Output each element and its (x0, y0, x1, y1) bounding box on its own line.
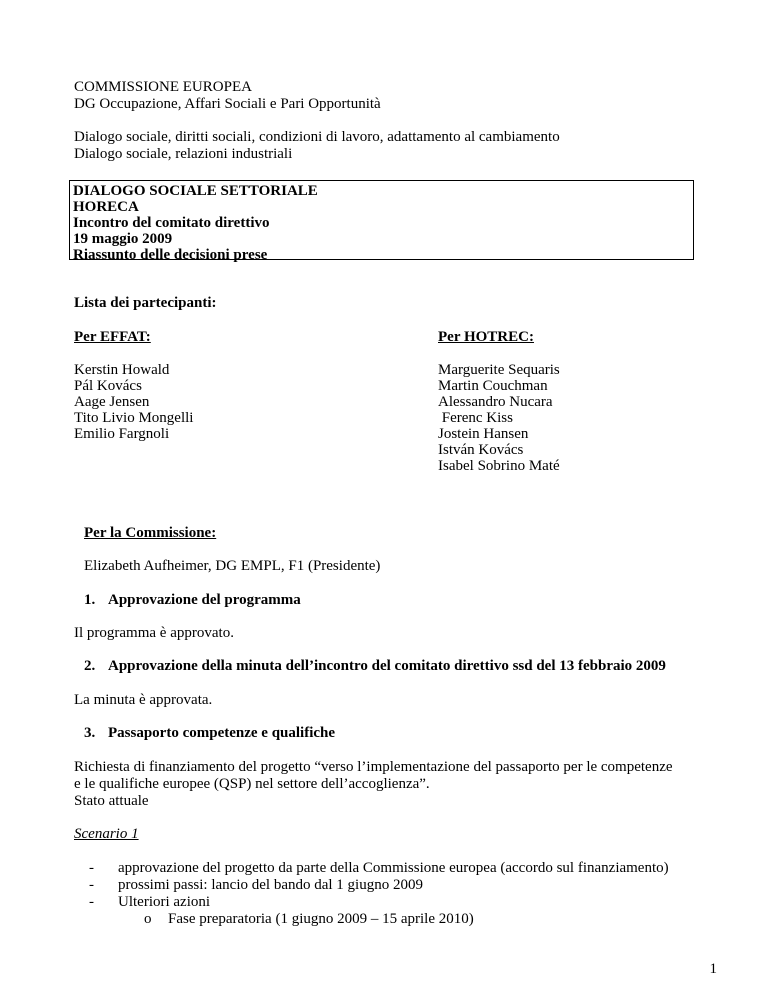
circle-bullet-icon: o (144, 911, 152, 927)
title-line-1: DIALOGO SOCIALE SETTORIALE (73, 183, 318, 199)
effat-participant: Pál Kovács (74, 378, 142, 394)
section-2-number: 2. (84, 658, 96, 674)
header-unit-1: Dialogo sociale, diritti sociali, condizioni di lavoro, adattamento al cambiamento (74, 129, 560, 145)
section-1-text: Il programma è approvato. (74, 625, 234, 641)
effat-heading: Per EFFAT: (74, 329, 151, 345)
section-3-status: Stato attuale (74, 793, 149, 809)
hotrec-participant: Alessandro Nucara (438, 394, 553, 410)
effat-participant: Kerstin Howald (74, 362, 170, 378)
section-3-paragraph-line-2: e le qualifiche europee (QSP) nel settore dell’accoglienza”. (74, 776, 430, 792)
effat-participant: Tito Livio Mongelli (74, 410, 194, 426)
list-dash: - (89, 894, 94, 910)
hotrec-participant: Isabel Sobrino Maté (438, 458, 560, 474)
title-line-2: HORECA (73, 199, 139, 215)
effat-participant: Aage Jensen (74, 394, 150, 410)
hotrec-participant: Martin Couchman (438, 378, 548, 394)
participants-heading: Lista dei partecipanti: (74, 295, 217, 311)
hotrec-participant: István Kovács (438, 442, 524, 458)
header-dg: DG Occupazione, Affari Sociali e Pari Opportunità (74, 96, 381, 112)
scenario-heading: Scenario 1 (74, 826, 139, 842)
section-1-number: 1. (84, 592, 96, 608)
effat-list (74, 362, 193, 442)
title-box (69, 180, 694, 263)
page-number: 1 (709, 961, 717, 977)
title-line-3: Incontro del comitato direttivo (73, 215, 270, 231)
hotrec-list (438, 362, 560, 474)
commission-participant: Elizabeth Aufheimer, DG EMPL, F1 (Presidente) (84, 558, 381, 574)
section-3-paragraph-line-1: Richiesta di finanziamento del progetto “verso l’implementazione del passaporto per le competenze (74, 759, 673, 775)
section-3-number: 3. (84, 725, 96, 741)
list-item: prossimi passi: lancio del bando dal 1 giugno 2009 (118, 877, 423, 893)
title-line-4: 19 maggio 2009 (73, 231, 173, 247)
hotrec-heading: Per HOTREC: (438, 329, 534, 345)
list-dash: - (89, 877, 94, 893)
sub-list-item: Fase preparatoria (1 giugno 2009 – 15 aprile 2010) (168, 911, 474, 927)
header-unit-2: Dialogo sociale, relazioni industriali (74, 146, 293, 162)
commission-heading: Per la Commissione: (84, 525, 217, 541)
hotrec-participant: Ferenc Kiss (438, 410, 513, 426)
section-2-title: Approvazione della minuta dell’incontro del comitato direttivo ssd del 13 febbraio 2009 (108, 658, 666, 674)
section-3-title: Passaporto competenze e qualifiche (108, 725, 336, 741)
title-line-5: Riassunto delle decisioni prese (73, 247, 268, 263)
list-dash: - (89, 860, 94, 876)
section-1-title: Approvazione del programma (108, 592, 301, 608)
section-2-text: La minuta è approvata. (74, 692, 213, 708)
list-item: Ulteriori azioni (118, 894, 211, 910)
list-item: approvazione del progetto da parte della Commissione europea (accordo sul finanziamento) (118, 860, 669, 876)
header-commission: COMMISSIONE EUROPEA (74, 79, 252, 95)
hotrec-participant: Marguerite Sequaris (438, 362, 560, 378)
effat-participant: Emilio Fargnoli (74, 426, 170, 442)
hotrec-participant: Jostein Hansen (438, 426, 529, 442)
